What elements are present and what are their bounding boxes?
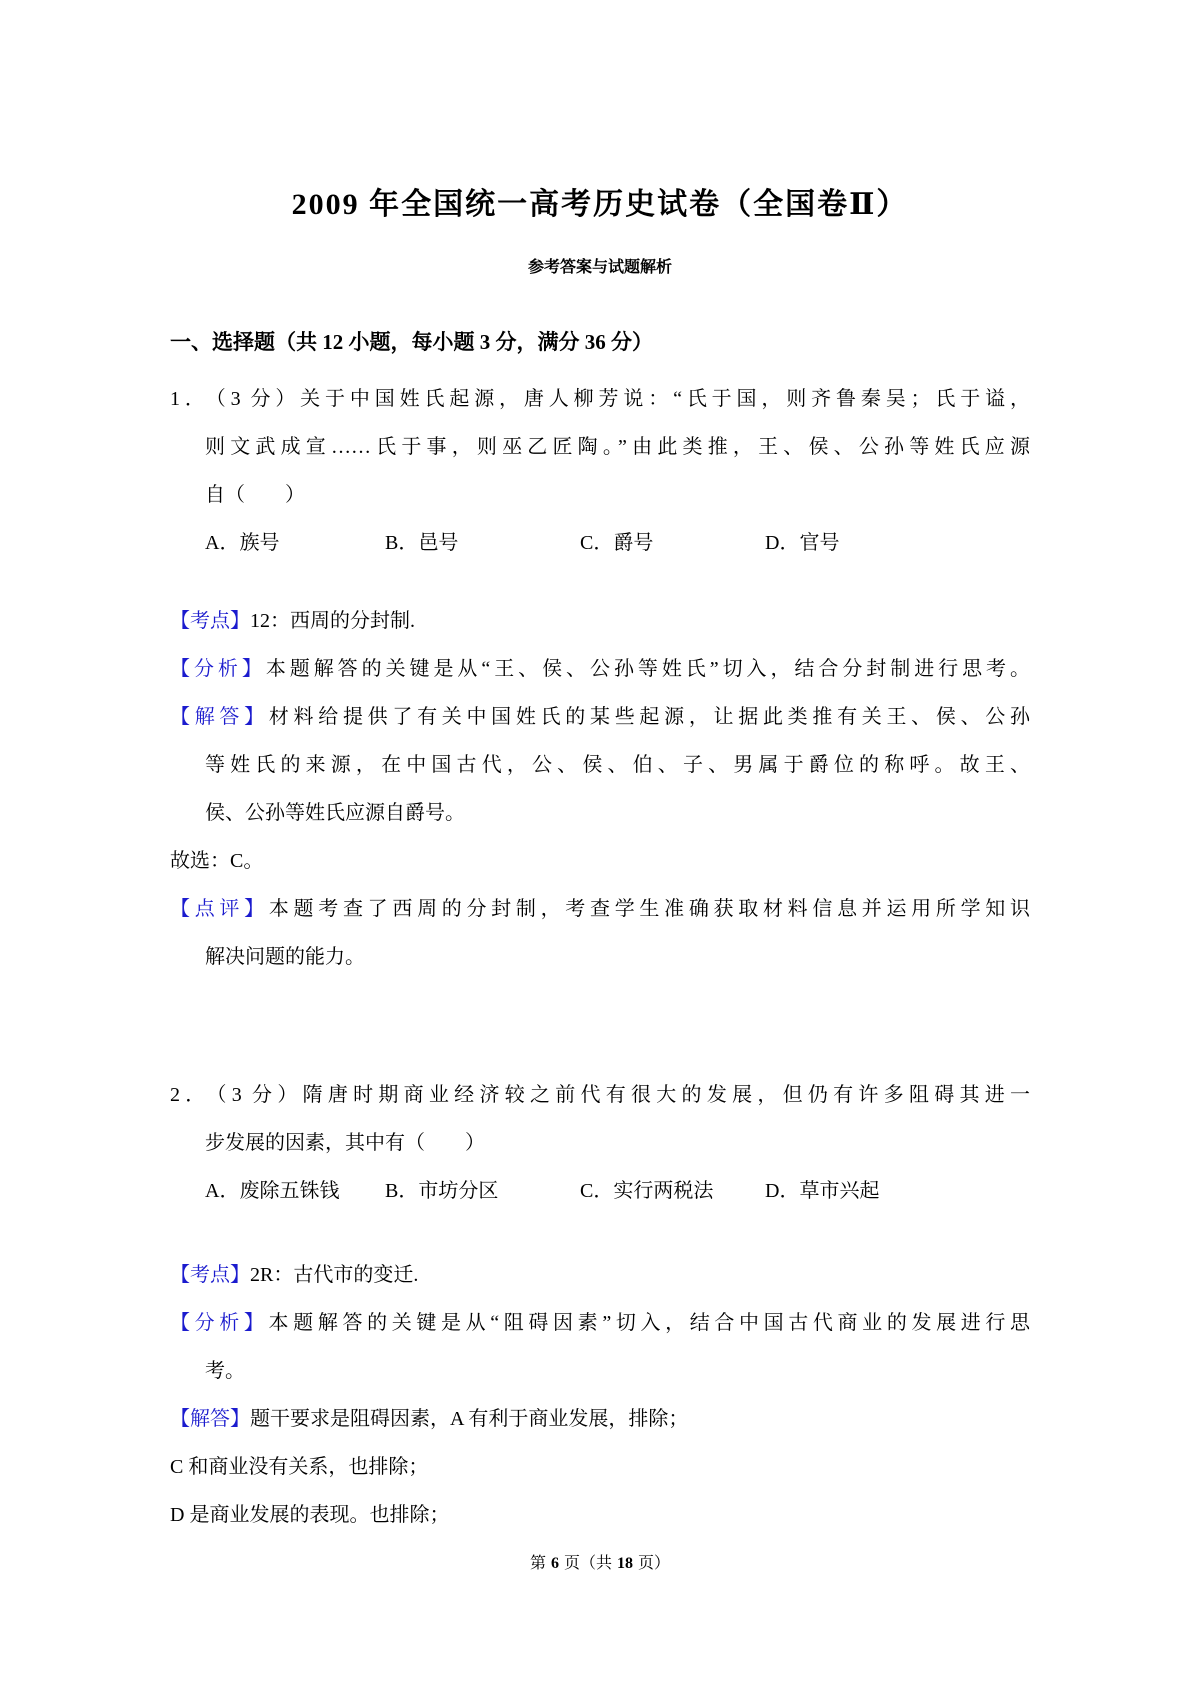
question-2-extra-line-d: D 是商业发展的表现。也排除； — [170, 1504, 450, 1526]
question-2-option-d: D．草市兴起 — [765, 1180, 880, 1202]
question-1-fenxi-line — [170, 645, 1030, 693]
footer-total-pages: 18 — [617, 1555, 633, 1572]
question-1-jieda-line-2: 等姓氏的来源，在中国古代，公、侯、伯、子、男属于爵位的称呼。故王、 — [205, 754, 1030, 776]
question-1-kaodian-line — [170, 597, 1030, 645]
kaodian-label: 【考点】 — [170, 1264, 250, 1286]
question-2-stem-line-1 — [170, 1071, 1030, 1119]
kaodian-label: 【考点】 — [170, 610, 250, 632]
question-1-options-row — [170, 519, 1030, 567]
fenxi-label: 【分析】 — [170, 1312, 269, 1334]
footer-suffix: 页） — [638, 1555, 671, 1572]
question-2-option-b: B．市坊分区 — [385, 1180, 499, 1202]
question-1-stem-line-3: 自（ ） — [205, 484, 305, 506]
question-2-kaodian-line — [170, 1251, 1030, 1299]
page-subtitle: 参考答案与试题解析 — [527, 259, 672, 276]
question-1-option-c: C．爵号 — [580, 532, 654, 554]
question-2-fenxi-text-1: 本题解答的关键是从“阻碍因素”切入，结合中国古代商业的发展进行思 — [268, 1312, 1030, 1334]
footer-page-number: 6 — [550, 1555, 559, 1572]
fenxi-label: 【分析】 — [170, 658, 266, 680]
question-2-kaodian-text: 2R：古代市的变迁. — [250, 1264, 419, 1286]
footer-prefix: 第 — [529, 1555, 546, 1572]
question-1-dianping-line-1 — [170, 885, 1030, 933]
question-1-option-d: D．官号 — [765, 532, 840, 554]
question-2-stem-line-2: 步发展的因素，其中有（ ） — [205, 1132, 485, 1154]
question-2-options-row — [170, 1167, 1030, 1215]
page-title: 2009 年全国统一高考历史试卷（全国卷Ⅱ） — [291, 188, 909, 221]
question-2-jieda-line-1 — [170, 1395, 1030, 1443]
question-2-option-a: A．废除五铢钱 — [205, 1180, 340, 1202]
footer-middle: 页（共 — [563, 1555, 612, 1572]
question-1-number: 1． — [170, 388, 210, 410]
question-1-stem-line-1 — [170, 375, 1030, 423]
question-1-stem-line-2: 则文武成宣……氏于事，则巫乙匠陶。”由此类推，王、侯、公孙等姓氏应源 — [205, 436, 1030, 458]
question-2-extra-line-c: C 和商业没有关系，也排除； — [170, 1456, 429, 1478]
question-2-stem-text: （3 分）隋唐时期商业经济较之前代有很大的发展，但仍有许多阻碍其进一 — [216, 1084, 1031, 1106]
question-2-fenxi-line-2: 考。 — [205, 1360, 245, 1382]
section-heading: 一、选择题（共 12 小题，每小题 3 分，满分 36 分） — [170, 330, 653, 354]
question-2-number: 2． — [170, 1084, 211, 1106]
question-1-dianping-line-2: 解决问题的能力。 — [205, 946, 365, 968]
question-2-option-c: C．实行两税法 — [580, 1180, 714, 1202]
question-2-jieda-text-1: 题干要求是阻碍因素，A 有利于商业发展，排除； — [250, 1408, 689, 1430]
question-1-jieda-line-1 — [170, 693, 1030, 741]
question-1-block — [170, 375, 1030, 981]
page-footer — [0, 1552, 1200, 1576]
question-1-answer-line: 故选：C。 — [170, 850, 264, 872]
jieda-label: 【解答】 — [170, 706, 269, 728]
question-2-block — [170, 1071, 1030, 1539]
question-1-kaodian-text: 12：西周的分封制. — [250, 610, 415, 632]
dianping-label: 【点评】 — [170, 898, 269, 920]
question-1-fenxi-text: 本题解答的关键是从“王、侯、公孙等姓氏”切入，结合分封制进行思考。 — [265, 658, 1030, 680]
question-1-option-b: B．邑号 — [385, 532, 459, 554]
question-1-stem-text: （3 分）关于中国姓氏起源，唐人柳芳说：“氏于国，则齐鲁秦吴；氏于谥， — [215, 388, 1030, 410]
question-1-jieda-line-3: 侯、公孙等姓氏应源自爵号。 — [205, 802, 465, 824]
question-1-dianping-text-1: 本题考查了西周的分封制，考查学生准确获取材料信息并运用所学知识 — [268, 898, 1031, 920]
question-2-fenxi-line-1 — [170, 1299, 1030, 1347]
question-1-option-a: A．族号 — [205, 532, 280, 554]
jieda-label: 【解答】 — [170, 1408, 250, 1430]
question-1-jieda-text-1: 材料给提供了有关中国姓氏的某些起源，让据此类推有关王、侯、公孙 — [268, 706, 1031, 728]
